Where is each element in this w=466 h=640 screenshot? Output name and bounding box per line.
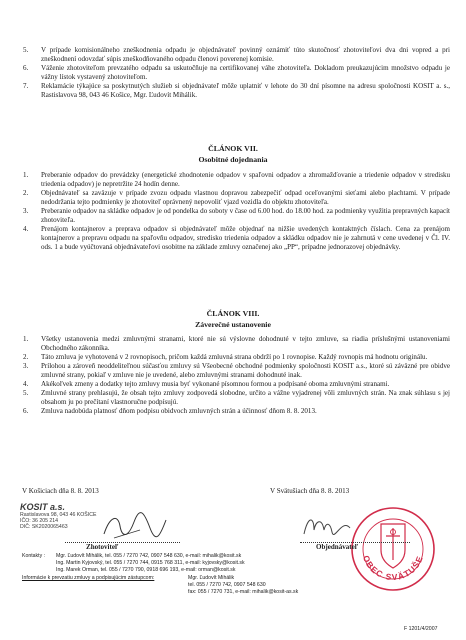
info-line-2: tel. 055 / 7270 742, 0907 548 630	[188, 582, 266, 588]
item-number: 5.	[23, 46, 29, 54]
final-provisions-list	[22, 335, 450, 416]
payment-terms-list	[22, 46, 450, 100]
list-item	[22, 362, 450, 380]
item-number: 2.	[23, 352, 29, 361]
place-date-right: V Svätušiach dňa 8. 8. 2013	[270, 487, 350, 495]
item-text: Reklamácie týkajúce sa poskytnutých služieb si objednávateľ môže uplatniť v lehote do 30 dní písomne na adresu spoločnosti KOSIT a. s., Rastislavova 98, 043 46 Košice, Mgr. Ľudovít Mihálik.	[41, 81, 450, 99]
company-stamp-dic: DIČ: SK2020065463	[20, 524, 68, 530]
list-item	[22, 407, 450, 416]
list-item	[22, 335, 450, 353]
article-8-number: ČLÁNOK VIII.	[206, 309, 260, 318]
contact-2: Ing. Martin Kyjovský, tel. 055 / 7270 744, 0915 768 311, e-mail: kyjovsky@kosit.sk	[56, 560, 245, 566]
item-text: Zmluva nadobúda platnosť dňom podpisu obidvoch zmluvných strán a účinnosť dňom 8. 8. 2013.	[41, 406, 317, 415]
item-number: 1.	[23, 171, 29, 179]
article-7-title: Osobitné dojednania	[198, 155, 268, 164]
item-number: 6.	[23, 63, 29, 72]
list-item	[22, 64, 450, 82]
item-text: Váženie zhotoviteľom prevzatého odpadu sa uskutočňuje na certifikovanej váhe zhotoviteľa. Dokladom preukazujúcim množstvo odpadu je vážny lístok vystavený zhotoviteľom.	[41, 63, 450, 81]
list-item	[22, 189, 450, 207]
contractor-signature-line	[65, 542, 180, 543]
list-item	[22, 207, 450, 225]
item-text: Všetky ustanovenia medzi zmluvnými stranami, ktoré nie sú výslovne dohodnuté v tejto zmluve, sa riadia príslušnými ustanoveniami Obchodného zákonníka.	[41, 335, 450, 352]
list-item	[22, 353, 450, 362]
item-number: 3.	[23, 206, 29, 215]
company-stamp-logo: KOSIT a.s.	[20, 502, 66, 512]
list-item	[22, 46, 450, 64]
contractor-label: Zhotoviteľ	[86, 543, 119, 551]
info-line-1: Mgr. Ľudovít Mihálik	[188, 575, 235, 581]
item-text: Objednávateľ sa zaväzuje v prípade zvozu odpadu vlastnou dopravou zabezpečiť odpad oceľovanými sieťami alebo plachtami. V prípade nedodržania tejto podmienky je zhotoviteľ oprávnený nepovoliť vjazd vozidla do objektu zhotoviteľa.	[41, 188, 450, 206]
special-arrangements-list	[22, 171, 450, 252]
list-item	[22, 380, 450, 389]
article-7-number: ČLÁNOK VII.	[208, 144, 258, 153]
item-number: 4.	[23, 379, 29, 388]
contact-1: Mgr. Ľudovít Mihálik, tel. 055 / 7270 742, 0907 548 630, e-mail: mihalik@kosit.sk	[56, 553, 242, 559]
place-date-left: V Košiciach dňa 8. 8. 2013	[22, 487, 99, 495]
client-signature	[300, 512, 354, 540]
contacts-label: Kontakty :	[22, 553, 46, 559]
contractor-signature	[100, 508, 170, 542]
list-item	[22, 171, 450, 189]
list-item	[22, 225, 450, 252]
form-code: F 1201/4/2007	[404, 626, 438, 632]
company-stamp-ico: IČO: 36 205 214	[20, 518, 59, 524]
item-number: 1.	[23, 335, 29, 343]
item-text: V prípade komisionálneho zneškodnenia odpadu je objednávateľ povinný oznámiť túto skutočnosť zhotoviteľovi dva dni vopred a pri zneškodnení odovzdať súpis zneškodňovaného odpadu členovi poverenej komisie.	[41, 46, 450, 63]
item-text: Prílohou a zároveň neoddeliteľnou súčasťou zmluvy sú Všeobecné obchodné podmienky spoločnosti KOSIT a.s., ktoré sú záväzné pre obidve zmluvné strany, pokiaľ v zmluve nie je uvedené, alebo zmluvnými stranami dohodnuté inak.	[41, 361, 450, 379]
info-line-3: fax: 055 / 7270 731, e-mail: mihalik@kosit-as.sk	[188, 589, 299, 595]
item-number: 2.	[23, 188, 29, 197]
item-text: Zmluvné strany prehlasujú, že obsah tejto zmluvy zodpovedá slobodne, určito a vážne vyjadrenej vôli zmluvných strán. Na znak súhlasu s jej obsahom ju po prečítaní vlastnoručne podpísujú.	[41, 388, 450, 406]
municipal-seal	[350, 506, 436, 592]
item-number: 3.	[23, 361, 29, 370]
client-label: Objednávateľ	[316, 543, 359, 551]
seal-text: OBEC SVÄTUŠE	[360, 553, 426, 583]
info-label: Informácie k prevzatiu zmluvy a podpisujúcim zástupcom:	[22, 575, 155, 581]
item-number: 6.	[23, 406, 29, 415]
list-item	[22, 389, 450, 407]
item-number: 5.	[23, 388, 29, 397]
company-stamp-address: Rastislavova 98, 043 46 KOŠICE	[20, 512, 97, 518]
item-text: Preberanie odpadov do prevádzky (energetické zhodnotenie odpadov v spaľovni odpadov a zhromažďovanie a triedenie odpadov v stredisku triedenia odpadov) je nepretržite 24 hodín denne.	[41, 171, 450, 188]
item-number: 7.	[23, 81, 29, 90]
item-text: Preberanie odpadov na skládke odpadov je od pondelka do soboty v čase od 6.00 hod. do 18.00 hod. za podmienky využitia prepravných kapacít zhotoviteľa.	[41, 206, 450, 224]
item-text: Prenájom kontajnerov a preprava odpadov si objednávateľ môže objednať na nižšie uvedených kontaktných číslach. Cena za prenájom kontajnerov a prepravu odpadu na spaľovňu odpadov, stredisko triedenia odpadov a skládku odpadov nie je zahrnutá v cene uvedenej v Čl. IV. ods. 1 a bude vyúčtovaná objednávateľovi osobitne na základe zmluvy označenej ako „PP“, prípadne jednorazovej objednávky.	[41, 224, 450, 251]
item-text: Táto zmluva je vyhotovená v 2 rovnopisoch, pričom každá zmluvná strana obdrží po 1 rovnopise. Každý rovnopis má hodnotu originálu.	[41, 352, 428, 361]
article-8-title: Záverečné ustanovenie	[195, 320, 271, 329]
item-number: 4.	[23, 224, 29, 233]
contact-3: Ing. Marek Orman, tel. 055 / 7270 790, 0918 696 193, e-mail: orman@kosit.sk	[56, 567, 236, 573]
item-text: Akékoľvek zmeny a dodatky tejto zmluvy musia byť vykonané písomnou formou a podpísané oboma zmluvnými stranami.	[41, 379, 390, 388]
list-item	[22, 82, 450, 100]
